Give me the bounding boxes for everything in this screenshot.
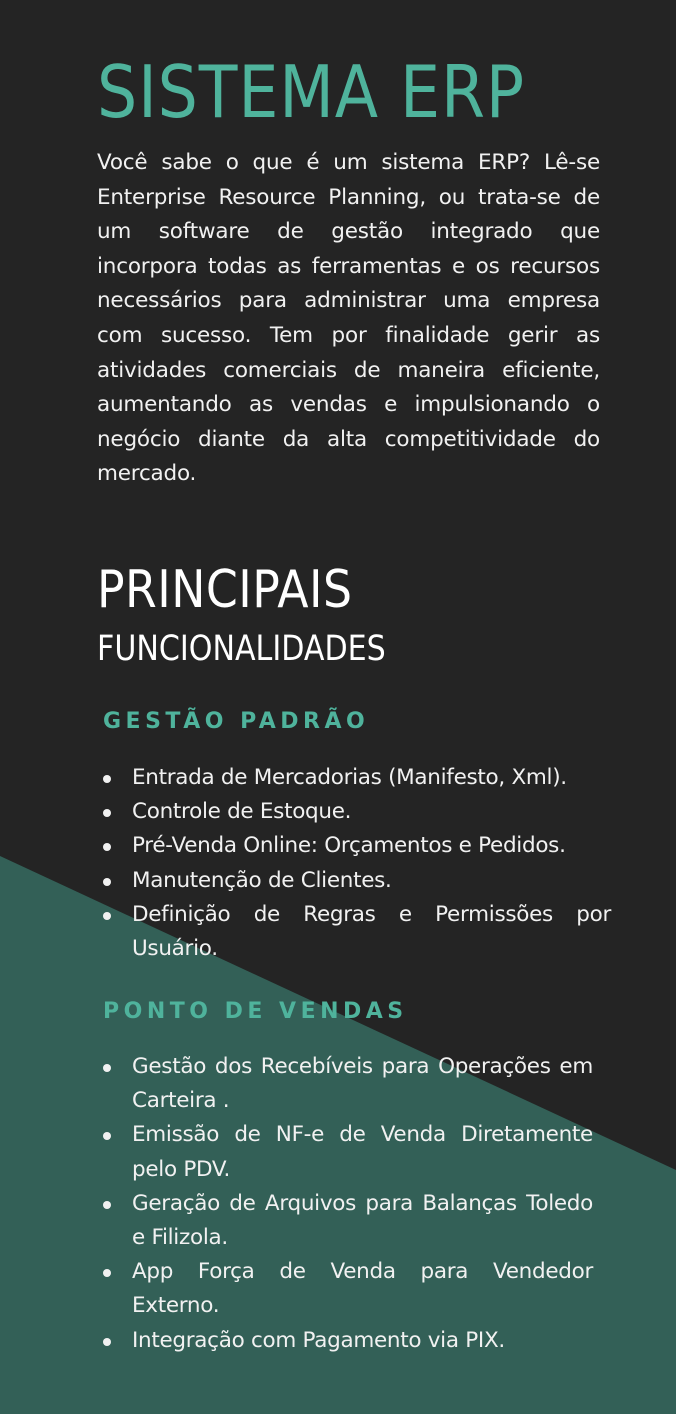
list-item: App Força de Venda para Vendedor Externo. — [97, 1255, 593, 1323]
page-title: SISTEMA ERP — [97, 50, 525, 134]
intro-paragraph: Você sabe o que é um sistema ERP? Lê-se Enterprise Resource Planning, ou trata-se de um software de gestão integrado que incorpora todas as ferramentas e os recursos necessários para administrar uma empresa com sucesso. Tem por finalidade gerir as atividades comerciais de maneira eficiente, aumentando as vendas e impulsionando o negócio diante da alta competitividade do mercado. — [97, 150, 600, 487]
list-item: Emissão de NF-e de Venda Diretamente pelo PDV. — [97, 1118, 593, 1186]
section-title-ponto-de-vendas: PONTO DE VENDAS — [103, 999, 408, 1024]
list-item: Integração com Pagamento via PIX. — [97, 1324, 593, 1358]
list-item: Geração de Arquivos para Balanças Toledo e Filizola. — [97, 1187, 593, 1255]
ponto-de-vendas-list — [97, 1050, 593, 1358]
list-item: Definição de Regras e Permissões por Usuário. — [97, 898, 611, 966]
list-item: Entrada de Mercadorias (Manifesto, Xml). — [97, 761, 611, 795]
list-item: Controle de Estoque. — [97, 795, 611, 829]
features-subheading: FUNCIONALIDADES — [97, 629, 386, 669]
list-item: Pré-Venda Online: Orçamentos e Pedidos. — [97, 829, 611, 863]
section-title-gestao-padrao: GESTÃO PADRÃO — [103, 709, 370, 734]
list-item: Gestão dos Recebíveis para Operações em Carteira . — [97, 1050, 593, 1118]
list-item: Manutenção de Clientes. — [97, 864, 611, 898]
gestao-padrao-list — [97, 761, 611, 966]
features-heading: PRINCIPAIS — [97, 560, 353, 620]
